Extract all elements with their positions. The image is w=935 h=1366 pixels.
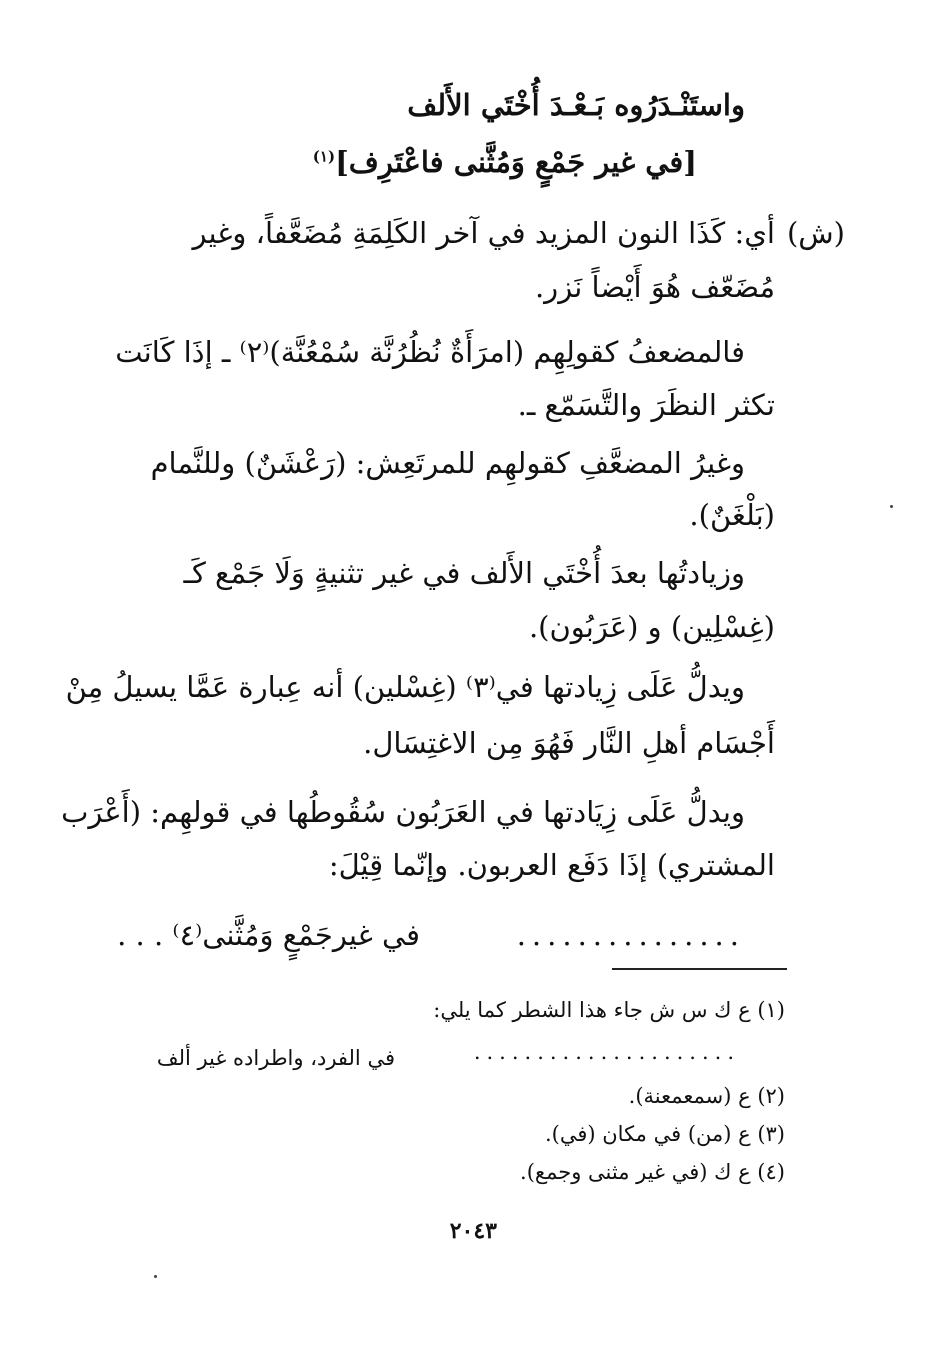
commentary-prefix: (ش): [786, 216, 845, 250]
commentary-line-2: مُضَعّف هُوَ أَيْضاً نَزر.: [534, 270, 775, 304]
commentary-line-9: ويدلُّ عَلَى زِيادتها في⁽٣⁾ (غِسْلين) أنه عِبارة عَمَّا يسيلُ مِنْ: [65, 670, 745, 704]
footnote-ref-1: (١): [312, 147, 336, 166]
verse-line-2-text: [في غير جَمْعٍ وَمُثَّنى فاعْتَرِف]: [335, 145, 697, 179]
commentary-line-12: المشتري) إذَا دَفَع العربون. وإنّما قِيْلَ:: [328, 848, 775, 882]
verse-line-1: واستَنْـدَرُوه بَـعْـدَ أُخْتَي الأَلف: [407, 88, 745, 122]
commentary-line-1: أي: كَذَا النون المزيد في آخر الكَلِمَةِ مُضَعَّفاً، وغير: [192, 216, 775, 250]
footnote-separator: [612, 968, 787, 970]
footnote-2: (٢) ع (سمعمعنة).: [628, 1084, 785, 1108]
commentary-line-6: (بَلْغَنٌ).: [689, 498, 775, 532]
commentary-line-11: ويدلُّ عَلَى زِيَادتها في العَرَبُون سُقُوطُها في قولهِم: (أَعْرَب: [61, 795, 745, 829]
footnote-1-dots: .....................: [473, 1040, 740, 1064]
quote-dots: ...............: [516, 918, 745, 952]
page-number: ٢٠٤٣: [449, 1218, 497, 1244]
footnote-1-verse: في الفرد، واطراده غير ألف: [156, 1046, 395, 1070]
quote-line: في غيرجَمْعٍ وَمُثَّنى⁽٤⁾ . . .: [117, 918, 420, 952]
commentary-line-4: تكثر النظَرَ والتَّسَمّع ـ.: [517, 388, 775, 422]
footnote-3: (٣) ع (من) في مكان (في).: [544, 1122, 785, 1146]
commentary-line-7: وزيادتُها بعدَ أُخْتَي الأَلف في غير تثنيةٍ وَلَا جَمْع كَـ: [183, 556, 745, 590]
commentary-line-10: أَجْسَام أهلِ النَّار فَهُوَ مِن الاغتِسَال.: [363, 726, 775, 760]
scan-speck: [890, 505, 893, 508]
commentary-line-8: (غِسْلِين) و (عَرَبُون).: [528, 610, 775, 644]
scan-speck: [154, 1275, 157, 1278]
commentary-line-3: فالمضعفُ كقولِهِم (امرَأَةٌ نُظُرُنَّة سُمْعُنَّة)⁽٢⁾ ـ إذَا كَانَت: [115, 335, 745, 369]
commentary-line-5: وغيرُ المضعَّفِ كقولهِم للمرتَعِش: (رَعْشَنٌ) وللنَّمام: [150, 446, 745, 480]
footnote-4: (٤) ع ك (في غير مثنى وجمع).: [520, 1160, 785, 1184]
footnote-1: (١) ع ك س ش جاء هذا الشطر كما يلي:: [433, 998, 785, 1022]
verse-line-2: [313, 145, 697, 179]
